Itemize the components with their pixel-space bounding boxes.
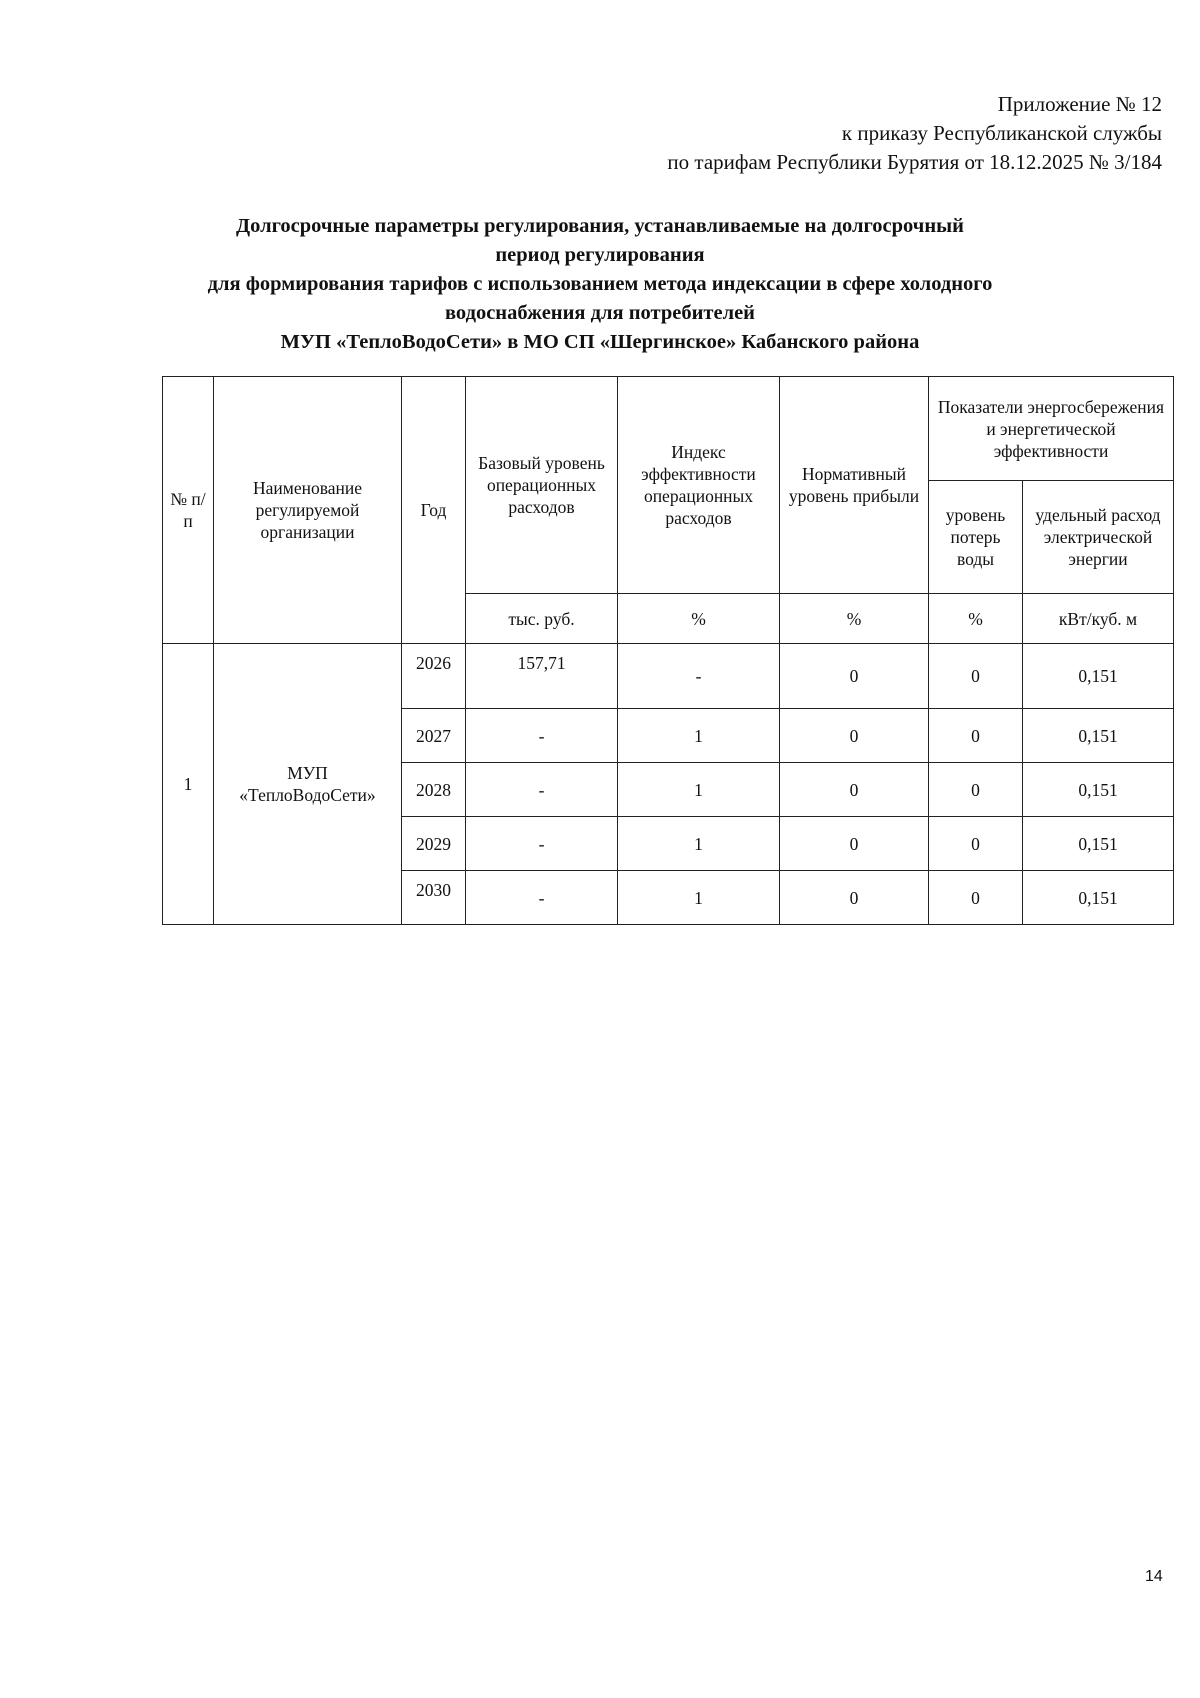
cell-water-loss: 0 <box>929 644 1023 709</box>
row-number: 1 <box>163 644 214 925</box>
header-base-opex: Базовый уровень операционных расходов <box>466 377 618 594</box>
cell-electricity: 0,151 <box>1023 644 1174 709</box>
cell-electricity: 0,151 <box>1023 817 1174 871</box>
header-org: Наименование регулируемой организации <box>214 377 402 644</box>
cell-water-loss: 0 <box>929 871 1023 925</box>
cell-base-opex: - <box>466 817 618 871</box>
title-line-5: МУП «ТеплоВодоСети» в МО СП «Шергинское» Кабанского района <box>280 331 920 353</box>
cell-profit-level: 0 <box>780 644 929 709</box>
unit-profit-level: % <box>780 594 929 644</box>
cell-year: 2030 <box>402 871 466 925</box>
unit-efficiency-index: % <box>618 594 780 644</box>
header-profit-level: Нормативный уровень прибыли <box>780 377 929 594</box>
cell-year: 2028 <box>402 763 466 817</box>
appendix-line-1: Приложение № 12 <box>997 92 1162 116</box>
header-water-loss: уровень потерь воды <box>929 481 1023 594</box>
cell-profit-level: 0 <box>780 763 929 817</box>
cell-water-loss: 0 <box>929 817 1023 871</box>
cell-electricity: 0,151 <box>1023 763 1174 817</box>
cell-efficiency-index: 1 <box>618 763 780 817</box>
appendix-line-2: к приказу Республиканской службы <box>841 121 1162 145</box>
organization-name-line-2: «ТеплоВодоСети» <box>239 785 376 805</box>
cell-efficiency-index: - <box>618 644 780 709</box>
header-num: № п/п <box>163 377 214 644</box>
cell-water-loss: 0 <box>929 763 1023 817</box>
unit-base-opex: тыс. руб. <box>466 594 618 644</box>
organization-name-line-1: МУП <box>287 763 328 783</box>
cell-base-opex: - <box>466 709 618 763</box>
title-line-2: период регулирования <box>495 244 705 266</box>
cell-efficiency-index: 1 <box>618 871 780 925</box>
cell-profit-level: 0 <box>780 817 929 871</box>
header-energy-indicators: Показатели энергосбережения и энергетической эффективности <box>929 377 1174 481</box>
table-row <box>163 644 1174 709</box>
cell-efficiency-index: 1 <box>618 709 780 763</box>
cell-year: 2026 <box>402 644 466 709</box>
appendix-line-3: по тарифам Республики Бурятия от 18.12.2025 № 3/184 <box>667 150 1162 174</box>
cell-base-opex: 157,71 <box>466 644 618 709</box>
cell-year: 2029 <box>402 817 466 871</box>
cell-electricity: 0,151 <box>1023 709 1174 763</box>
unit-electricity: кВт/куб. м <box>1023 594 1174 644</box>
cell-efficiency-index: 1 <box>618 817 780 871</box>
cell-year: 2027 <box>402 709 466 763</box>
cell-base-opex: - <box>466 763 618 817</box>
page-number: 14 <box>1145 1568 1163 1585</box>
header-row-1 <box>163 377 1174 481</box>
unit-water-loss: % <box>929 594 1023 644</box>
header-electricity-consumption: удельный расход электрической энергии <box>1023 481 1174 594</box>
cell-electricity: 0,151 <box>1023 871 1174 925</box>
document-title <box>150 212 1050 357</box>
title-line-3: для формирования тарифов с использованием метода индексации в сфере холодного <box>207 273 993 295</box>
header-efficiency-index: Индекс эффективности операционных расходов <box>618 377 780 594</box>
title-line-1: Долгосрочные параметры регулирования, устанавливаемые на долгосрочный <box>236 215 964 237</box>
parameters-table <box>162 376 1174 925</box>
header-year: Год <box>402 377 466 644</box>
cell-base-opex: - <box>466 871 618 925</box>
cell-profit-level: 0 <box>780 709 929 763</box>
title-line-4: водоснабжения для потребителей <box>445 302 755 324</box>
organization-name <box>214 644 402 925</box>
cell-water-loss: 0 <box>929 709 1023 763</box>
appendix-block <box>462 90 1162 177</box>
cell-profit-level: 0 <box>780 871 929 925</box>
